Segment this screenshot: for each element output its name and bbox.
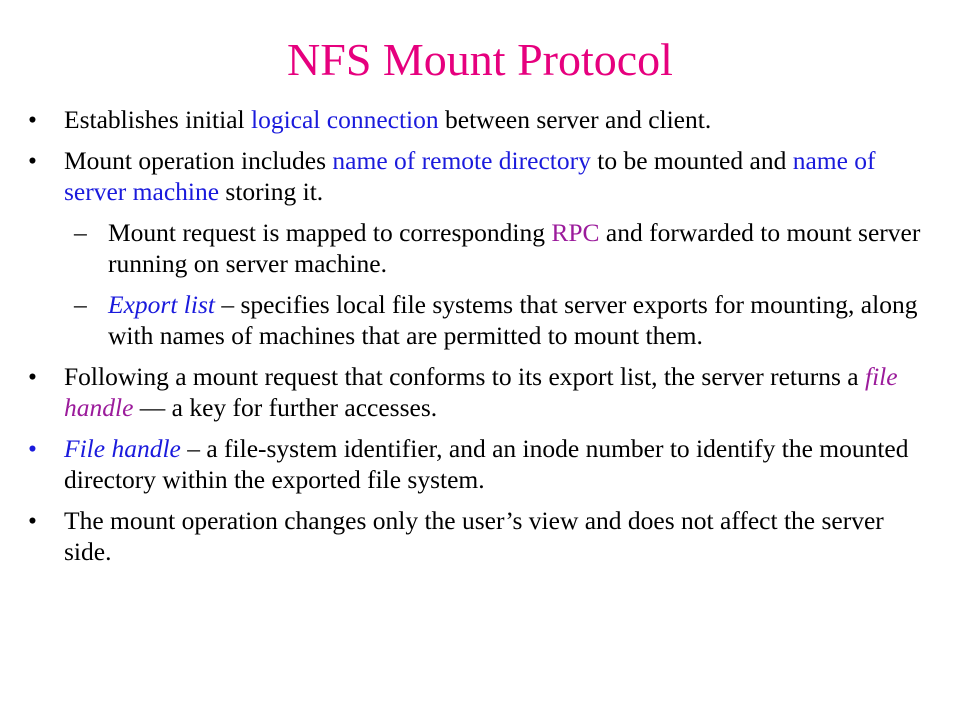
sub-bullet-item <box>28 217 928 279</box>
bullet-text: Following a mount request that conforms to its export list, the server returns a <box>64 362 865 391</box>
bullet-marker: • <box>28 146 37 175</box>
sub-bullet-text: Mount request is mapped to corresponding <box>108 218 552 247</box>
term-file-handle: File handle <box>64 434 181 463</box>
bullet-marker: • <box>28 506 37 535</box>
bullet-item <box>28 361 928 423</box>
bullet-item <box>28 505 928 567</box>
bullet-marker: • <box>28 434 37 463</box>
bullet-text: Establishes initial <box>64 105 251 134</box>
term-file-handle: file handle <box>64 362 898 422</box>
sub-bullet-text: – specifies local file systems that server exports for mounting, along with names of machines that are permitted to mount them. <box>108 290 918 350</box>
bullet-marker: • <box>28 362 37 391</box>
bullet-text: to be mounted and <box>590 146 793 175</box>
bullet-marker: • <box>28 105 37 134</box>
dash-marker: – <box>74 218 87 247</box>
bullet-item <box>28 433 928 495</box>
slide-title: NFS Mount Protocol <box>287 34 673 85</box>
term-export-list: Export list <box>108 290 215 319</box>
sub-bullet-text: and forwarded to mount server running on server machine. <box>108 218 921 278</box>
bullet-item <box>28 104 928 135</box>
bullet-text: Mount operation includes <box>64 146 333 175</box>
bullet-text: The mount operation changes only the user’s view and does not affect the server side. <box>64 506 884 566</box>
bullet-text: between server and client. <box>438 105 712 134</box>
highlight-rpc: RPC <box>551 218 600 247</box>
sub-bullet-item <box>28 289 928 351</box>
bullet-text: storing it. <box>219 177 324 206</box>
highlight-logical-connection: logical connection <box>250 105 439 134</box>
highlight-remote-directory: name of remote directory <box>332 146 591 175</box>
bullet-item <box>28 145 928 207</box>
bullet-text: – a file-system identifier, and an inode number to identify the mounted directory within the exported file system. <box>64 434 909 494</box>
bullet-text: — a key for further accesses. <box>133 393 438 422</box>
highlight-server-machine: name of server machine <box>64 146 876 206</box>
slide-content <box>28 104 928 577</box>
dash-marker: – <box>74 290 87 319</box>
